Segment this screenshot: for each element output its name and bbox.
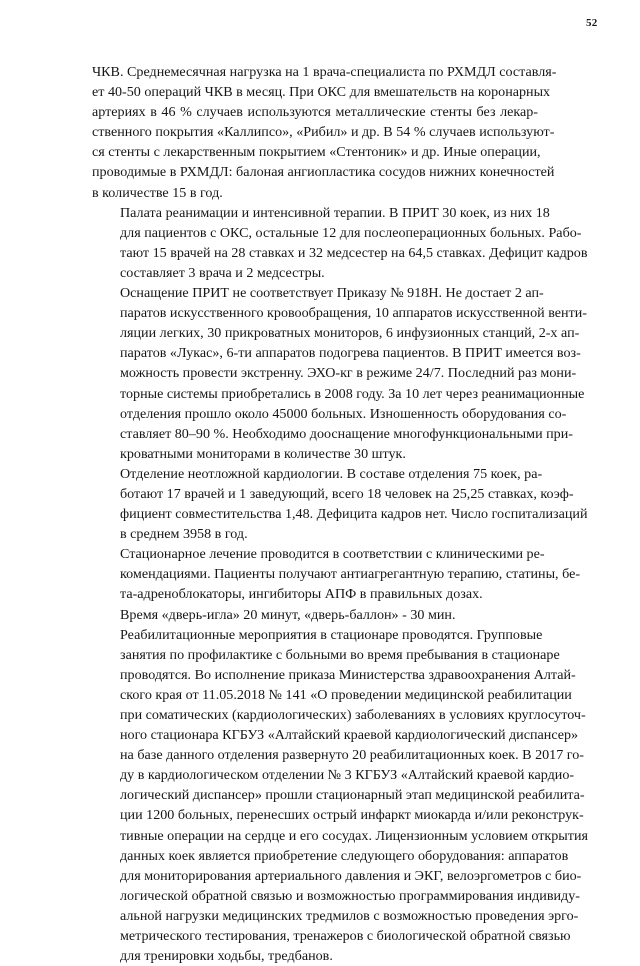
text-line: Оснащение ПРИТ не соответствует Приказу № 918Н. Не достает 2 ап-: [120, 285, 544, 302]
text-line: ду в кардиологическом отделении № 3 КГБУЗ «Алтайский краевой кардио-: [120, 767, 575, 784]
text-line: ставляет 80–90 %. Необходимо дооснащение многофункциональными при-: [120, 425, 573, 442]
paragraph: [92, 203, 588, 283]
text-line: занятия по профилактике с больными во время пребывания в стационаре: [120, 646, 560, 663]
text-line: для пациентов с ОКС, остальные 12 для послеоперационных больных. Рабо-: [120, 224, 582, 241]
paragraph: [92, 283, 587, 464]
text-line: комендациями. Пациенты получают антиагрегантную терапию, статины, бе-: [120, 566, 581, 583]
text-line: торные системы приобретались в 2008 году. За 10 лет через реанимационные: [120, 385, 585, 402]
text-line: ся стенты с лекарственным покрытием «Стентоник» и др. Иные операции,: [92, 144, 541, 161]
text-line: ляции легких, 30 прикроватных мониторов, 6 инфузионных станций, 2-х ап-: [120, 325, 580, 342]
text-line: та-адреноблокаторы, ингибиторы АПФ в правильных дозах.: [120, 586, 483, 603]
text-line: данных коек является приобретение следующего оборудования: аппаратов: [120, 847, 569, 864]
text-line: тивные операции на сердце и его сосудах. Лицензионным условием открытия: [120, 827, 588, 844]
text-line: Время «дверь-игла» 20 минут, «дверь-баллон» - 30 мин.: [120, 606, 456, 623]
body-text: [92, 62, 588, 966]
text-line: артериях в 46 % случаев используются металлические стенты без лекар-: [92, 104, 538, 121]
text-line: логический диспансер» прошли стационарный этап медицинской реабилита-: [120, 787, 585, 804]
text-line: проводятся. Во исполнение приказа Министерства здравоохранения Алтай-: [120, 666, 576, 683]
text-line: паратов «Лукас», 6-ти аппаратов подогрева пациентов. В ПРИТ имеется воз-: [120, 345, 581, 362]
text-line: составляет 3 врача и 2 медсестры.: [120, 264, 325, 281]
page-number: 52: [586, 17, 598, 29]
text-line: при соматических (кардиологических) заболеваниях в условиях круглосуточ-: [120, 707, 586, 723]
text-line: Реабилитационные мероприятия в стационаре проводятся. Групповые: [120, 626, 543, 643]
text-line: метрического тестирования, тренажеров с биологической обратной связью: [120, 928, 571, 945]
text-line: проводимые в РХМДЛ: балоная ангиопластика сосудов нижних конечностей: [92, 164, 555, 181]
text-line: ственного покрытия «Каллипсо», «Рибил» и др. В 54 % случаев используют-: [92, 124, 555, 141]
text-line: на базе данного отделения развернуто 20 реабилитационных коек. В 2017 го-: [120, 747, 584, 764]
text-line: в количестве 15 в год.: [92, 184, 223, 201]
text-line: тают 15 врачей на 28 ставках и 32 медсестер на 64,5 ставках. Дефицит кадров: [120, 244, 588, 261]
text-line: в среднем 3958 в год.: [120, 526, 248, 543]
paragraph: [92, 544, 581, 604]
text-line: ЧКВ. Среднемесячная нагрузка на 1 врача-специалиста по РХМДЛ составля-: [92, 64, 557, 80]
text-line: логической обратной связью и возможностью программирования индивиду-: [120, 887, 580, 904]
text-line: Палата реанимации и интенсивной терапии. В ПРИТ 30 коек, из них 18: [120, 204, 550, 221]
text-line: кроватными мониторами в количестве 30 штук.: [120, 445, 406, 462]
paragraph: [92, 625, 588, 966]
text-line: можность провести экстренну. ЭХО-кг в режиме 24/7. Последний раз мони-: [120, 365, 577, 382]
paragraph: [92, 464, 588, 544]
text-line: для мониторирования артериального давления и ЭКГ, велоэргометров с био-: [120, 867, 582, 884]
text-line: Отделение неотложной кардиологии. В составе отделения 75 коек, ра-: [120, 465, 543, 482]
text-line: ет 40-50 операций ЧКВ в месяц. При ОКС для вмешательств на коронарных: [92, 84, 551, 101]
text-line: ного стационара КГБУЗ «Алтайский краевой кардиологический диспансер»: [120, 727, 579, 744]
text-line: ции 1200 больных, перенесших острый инфаркт миокарда и/или реконструк-: [120, 807, 584, 824]
text-line: ского края от 11.05.2018 № 141 «О проведении медицинской реабилитации: [120, 686, 572, 703]
text-line: для тренировки ходьбы, тредбанов.: [120, 948, 333, 965]
paragraph: [92, 605, 538, 625]
text-line: паратов искусственного кровообращения, 10 аппаратов искусственной венти-: [120, 305, 587, 322]
text-line: Стационарное лечение проводится в соответствии с клиническими ре-: [120, 546, 545, 563]
paragraph: [92, 62, 557, 203]
text-line: альной нагрузки медицинских тредмилов с возможностью проведения эрго-: [120, 907, 579, 924]
text-line: отделения прошло около 45000 больных. Изношенность оборудования со-: [120, 405, 567, 422]
text-line: ботают 17 врачей и 1 заведующий, всего 18 человек на 25,25 ставках, коэф-: [120, 485, 574, 502]
text-line: фициент совместительства 1,48. Дефицита кадров нет. Число госпитализаций: [120, 506, 588, 523]
